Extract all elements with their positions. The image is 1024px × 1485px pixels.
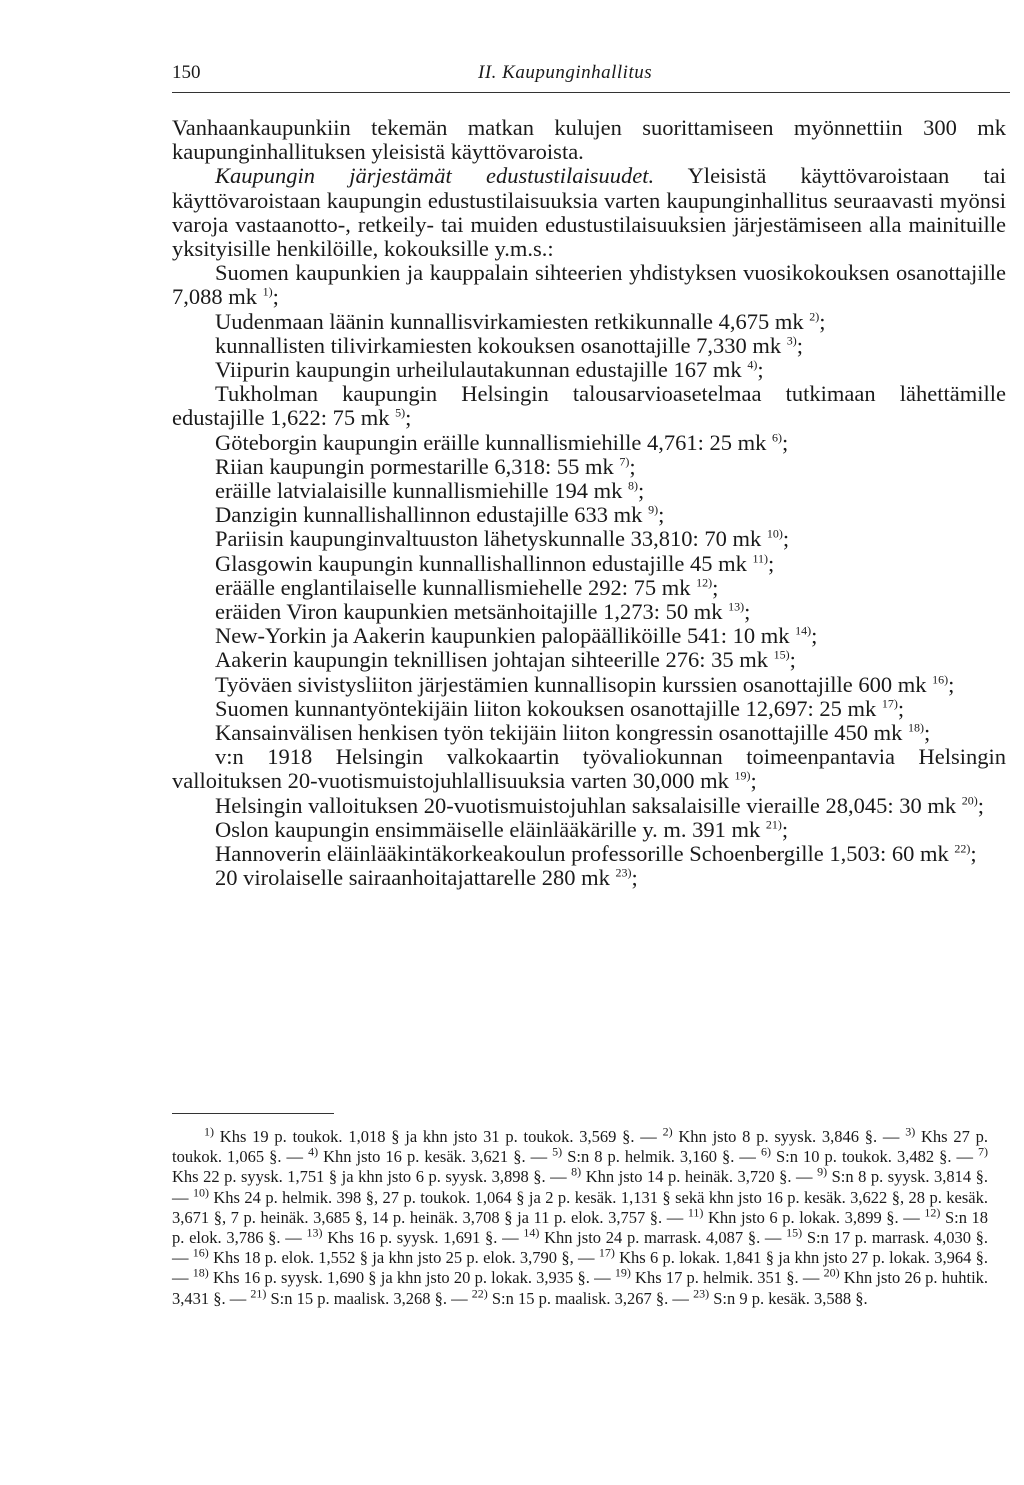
entry-footnote-ref: 6) — [772, 430, 782, 445]
entry-text: 20 virolaiselle sairaanhoitajattarelle 280 mk — [215, 865, 610, 891]
footnote-ref-number: 17 — [881, 696, 894, 711]
entry-item — [172, 358, 1006, 382]
footnote-number: 14 — [523, 1225, 536, 1240]
entry-end: ; — [970, 841, 977, 867]
footnote-ref-number: 8 — [628, 478, 635, 493]
entry-text: Glasgowin kaupungin kunnallishallinnon edustajille 45 mk — [215, 550, 747, 576]
entry-text: v:n 1918 Helsingin valkokaartin työvaliokunnan toimeenpantavia Helsingin valloituksen 20-vuotismuistojuhlallisuuksia varten 30,000 mk — [172, 744, 1006, 794]
footnote-marker: 10) — [192, 1185, 209, 1200]
footnote-number: 20 — [823, 1265, 836, 1280]
footnote-text: Khn jsto 8 p. syysk. 3,846 §. — — [678, 1127, 900, 1146]
entry-end: ; — [782, 429, 789, 455]
footnote-number: 7 — [978, 1144, 985, 1159]
footnote-ref-number: 16 — [932, 672, 945, 687]
entry-text: Suomen kaupunkien ja kauppalain sihteerien yhdistyksen vuosikokouksen osanottajille 7,088 mk — [172, 260, 1006, 310]
entry-footnote-ref: 3) — [786, 333, 797, 348]
entry-footnote-ref: 4) — [747, 357, 758, 372]
footnote-marker: 13) — [306, 1225, 323, 1240]
entry-text: Pariisin kaupunginvaltuuston lähetyskunnalle 33,810: 70 mk — [215, 526, 762, 552]
footnote-paragraph — [172, 1124, 989, 1309]
entry-item — [172, 842, 1006, 866]
entry-text: Riian kaupungin pormestarille 6,318: 55 mk — [215, 453, 614, 479]
section-text: Yleisistä käyttövaroistaan tai käyttövaroistaan kaupungin edustustilaisuuksia varten kaupunginhallitus seuraavasti myönsi varoja vastaanotto-, retkeily- tai muiden edustustilaisuuksien järjestämiseen alla mainituille yksityisille henkilöille, kokouksille y.m.s.: — [172, 163, 1006, 262]
footnote-ref-number: 9 — [648, 502, 655, 517]
footnote-number: 8 — [571, 1164, 578, 1179]
footnote-ref-number: 1 — [262, 284, 269, 299]
footnote-text: S:n 15 p. maalisk. 3,267 §. — — [491, 1288, 689, 1308]
entry-text: Uudenmaan läänin kunnallisvirkamiesten retkikunnalle 4,675 mk — [215, 308, 804, 334]
footnote-ref-number: 4 — [747, 357, 754, 372]
footnote-rule — [172, 1113, 334, 1114]
footnotes — [172, 1124, 989, 1309]
entry-text: eräiden Viron kaupunkien metsänhoitajille 1,273: 50 mk — [215, 599, 723, 625]
footnote-text: Khn jsto 14 p. heinäk. 3,720 §. — — [585, 1167, 813, 1187]
footnote-number: 17 — [598, 1245, 611, 1260]
footnote-text: Khs 19 p. toukok. 1,018 § ja khn jsto 31 p. toukok. 3,569 §. — — [219, 1127, 657, 1146]
footnote-marker: 7) — [978, 1144, 989, 1159]
page-number: 150 — [172, 62, 201, 83]
entry-end: ; — [744, 599, 751, 625]
entry-footnote-ref: 2) — [809, 309, 820, 324]
footnote-ref-number: 2 — [809, 309, 816, 324]
entry-end: ; — [405, 405, 412, 431]
entry-end: ; — [631, 865, 638, 891]
entry-item — [172, 261, 1006, 309]
footnote-number: 13 — [306, 1225, 319, 1240]
entry-list — [172, 261, 1006, 890]
entry-footnote-ref: 13) — [728, 599, 745, 614]
entry-text: Tukholman kaupungin Helsingin talousarvioasetelmaa tutkimaan lähettämille edustajille 1,622: 75 mk — [172, 381, 1006, 431]
footnote-number: 18 — [192, 1265, 205, 1280]
entry-footnote-ref: 19) — [734, 768, 751, 783]
entry-footnote-ref: 9) — [648, 502, 659, 517]
entry-item — [172, 697, 1006, 721]
entry-end: ; — [789, 647, 796, 673]
entry-footnote-ref: 20) — [961, 793, 978, 808]
footnote-text: Khs 22 p. syysk. 1,751 § ja khn jsto 6 p. syysk. 3,898 §. — — [172, 1167, 567, 1187]
footnote-ref-number: 7 — [619, 454, 626, 469]
footnote-number: 5 — [552, 1144, 559, 1159]
entry-footnote-ref: 17) — [881, 696, 898, 711]
footnote-number: 4 — [308, 1144, 315, 1159]
footnote-text: S:n 8 p. helmik. 3,160 §. — — [567, 1147, 756, 1167]
footnote-marker: 11) — [687, 1205, 704, 1220]
footnote-number: 21 — [250, 1286, 263, 1301]
entry-footnote-ref: 18) — [908, 720, 925, 735]
footnote-ref-number: 14 — [795, 623, 808, 638]
footnote-marker: 1) — [204, 1124, 214, 1139]
entry-end: ; — [272, 284, 279, 310]
footnote-marker: 18) — [192, 1265, 209, 1280]
footnote-text: Khn jsto 6 p. lokak. 3,899 §. — — [708, 1207, 920, 1227]
entry-text: Viipurin kaupungin urheilulautakunnan edustajille 167 mk — [215, 357, 742, 383]
footnote-marker: 8) — [571, 1164, 582, 1179]
entry-item — [172, 455, 1006, 479]
entry-item — [172, 334, 1006, 358]
footnote-number: 2 — [662, 1124, 669, 1139]
footnote-text: S:n 9 p. kesäk. 3,588 §. — [713, 1288, 868, 1308]
footnote-marker: 14) — [523, 1225, 540, 1240]
footnote-number: 6 — [760, 1144, 767, 1159]
footnote-ref-number: 18 — [908, 720, 921, 735]
entry-text: eräille latvialaisille kunnallismiehille 194 mk — [215, 478, 623, 504]
entry-text: Göteborgin kaupungin eräille kunnallismiehille 4,761: 25 mk — [215, 429, 767, 455]
entry-end: ; — [781, 816, 789, 842]
footnote-number: 23 — [693, 1286, 706, 1301]
footnote-ref-number: 11 — [752, 551, 765, 566]
footnote-marker: 6) — [760, 1144, 771, 1159]
entry-text: Työväen sivistysliiton järjestämien kunnallisopin kurssien osanottajille 600 mk — [215, 671, 927, 697]
footnote-text: Khs 24 p. helmik. 398 §, 27 p. toukok. 1,064 § ja 2 p. kesäk. 1,131 § sekä khn jsto 16 p. kesäk. 3,622 §, 28 p. kesäk. 3,671 §, 7 p. heinäk. 3,685 §, 14 p. heinäk. 3,708 § ja 11 p. elok. 3,757 §. — — [172, 1187, 988, 1227]
entry-footnote-ref: 12) — [696, 575, 713, 590]
entry-item — [172, 431, 1006, 455]
footnote-marker: 23) — [693, 1286, 710, 1301]
footnote-text: Khs 16 p. syysk. 1,690 § ja khn jsto 20 p. lokak. 3,935 §. — — [212, 1268, 611, 1288]
footnote-text: S:n 17 p. marrask. 4,030 §. — — [172, 1228, 989, 1268]
section-paragraph — [172, 164, 1006, 261]
entry-footnote-ref: 11) — [752, 551, 769, 566]
footnote-ref-number: 23 — [615, 865, 628, 880]
entry-item — [172, 818, 1006, 842]
footnote-number: 3 — [905, 1124, 912, 1139]
entry-end: ; — [819, 308, 826, 334]
entry-item — [172, 648, 1006, 672]
entry-item — [172, 624, 1006, 648]
footnote-text: Khn jsto 16 p. kesäk. 3,621 §. — — [323, 1147, 548, 1167]
entry-end: ; — [712, 574, 719, 600]
footnote-number: 15 — [786, 1225, 799, 1240]
entry-text: New-Yorkin ja Aakerin kaupunkien palopäälliköille 541: 10 mk — [215, 623, 790, 649]
footnote-marker: 15) — [786, 1225, 803, 1240]
entry-footnote-ref: 14) — [795, 623, 812, 638]
entry-item — [172, 527, 1006, 551]
footnote-text: Khn jsto 24 p. marrask. 4,087 §. — — [544, 1228, 782, 1248]
footnote-number: 22 — [471, 1286, 484, 1301]
footnote-ref-number: 3 — [786, 333, 793, 348]
footnote-ref-number: 10 — [766, 526, 779, 541]
entry-text: Hannoverin eläinlääkintäkorkeakoulun professorille Schoenbergille 1,503: 60 mk — [215, 841, 949, 867]
entry-end: ; — [811, 623, 818, 649]
body-text — [172, 116, 1006, 891]
footnote-text: Khs 27 p. toukok. 1,065 §. — — [172, 1127, 989, 1167]
entry-end: ; — [768, 550, 775, 576]
entry-text: Suomen kunnantyöntekijäin liiton kokouksen osanottajille 12,697: 25 mk — [215, 695, 877, 721]
footnote-number: 16 — [192, 1245, 205, 1260]
entry-footnote-ref: 15) — [773, 647, 790, 662]
entry-text: Danzigin kunnallishallinnon edustajille 633 mk — [215, 502, 643, 528]
footnote-ref-number: 15 — [773, 647, 786, 662]
entry-end: ; — [897, 695, 905, 721]
footnote-ref-number: 13 — [728, 599, 741, 614]
footnote-ref-number: 22 — [954, 841, 967, 856]
footnote-marker: 2) — [662, 1124, 673, 1139]
entry-end: ; — [629, 453, 636, 479]
footnote-marker: 17) — [598, 1245, 615, 1260]
entry-end: ; — [658, 502, 665, 528]
entry-footnote-ref: 16) — [932, 672, 949, 687]
footnote-number: 19 — [614, 1265, 627, 1280]
entry-item — [172, 673, 1006, 697]
entry-text: Aakerin kaupungin teknillisen johtajan sihteerille 276: 35 mk — [215, 647, 769, 673]
running-head: II. Kaupunginhallitus — [478, 62, 653, 83]
entry-item — [172, 721, 1006, 745]
footnote-text: Khs 16 p. syysk. 1,691 §. — — [327, 1228, 519, 1248]
footnote-text: S:n 10 p. toukok. 3,482 §. — — [776, 1147, 974, 1167]
entry-item — [172, 576, 1006, 600]
entry-text: Kansainvälisen henkisen työn tekijäin liiton kongressin osanottajille 450 mk — [215, 720, 903, 746]
entry-text: eräälle englantilaiselle kunnallismiehelle 292: 75 mk — [215, 574, 691, 600]
entry-footnote-ref: 10) — [766, 526, 783, 541]
entry-item — [172, 479, 1006, 503]
footnote-number: 9 — [817, 1164, 824, 1179]
entry-end: ; — [924, 720, 931, 746]
entry-footnote-ref: 1) — [262, 284, 273, 299]
footnote-number: 11 — [687, 1205, 700, 1220]
footnote-text: Khn jsto 26 p. huhtik. 3,431 §. — — [172, 1268, 989, 1308]
entry-end: ; — [977, 792, 985, 818]
intro-paragraph: Vanhaankaupunkiin tekemän matkan kulujen suorittamiseen myönnettiin 300 mk kaupunginhallituksen yleisistä käyttövaroista. — [172, 115, 1006, 165]
entry-end: ; — [757, 357, 764, 383]
footnote-marker: 9) — [817, 1164, 828, 1179]
footnote-ref-number: 21 — [765, 817, 778, 832]
entry-item — [172, 310, 1006, 334]
footnote-marker: 20) — [823, 1265, 840, 1280]
entry-footnote-ref: 8) — [628, 478, 639, 493]
footnote-ref-number: 5 — [395, 405, 402, 420]
entry-item — [172, 600, 1006, 624]
entry-end: ; — [750, 768, 757, 794]
footnote-ref-number: 6 — [772, 430, 778, 445]
entry-item — [172, 382, 1006, 430]
entry-footnote-ref: 22) — [954, 841, 971, 856]
footnote-number: 12 — [924, 1205, 937, 1220]
footnote-text: S:n 15 p. maalisk. 3,268 §. — — [270, 1288, 468, 1308]
footnote-marker: 19) — [614, 1265, 631, 1280]
footnote-number: 1 — [204, 1124, 210, 1139]
section-title: Kaupungin järjestämät edustustilaisuudet. — [215, 163, 655, 189]
footnote-ref-number: 19 — [734, 768, 747, 783]
entry-item — [172, 866, 1006, 890]
footnote-text: S:n 18 p. elok. 3,786 §. — — [172, 1207, 989, 1248]
footnote-text: Khs 18 p. elok. 1,552 § ja khn jsto 25 p. elok. 3,790 §, — — [213, 1248, 595, 1268]
entry-text: kunnallisten tilivirkamiesten kokouksen osanottajille 7,330 mk — [215, 332, 782, 358]
entry-footnote-ref: 5) — [395, 405, 406, 420]
entry-item — [172, 552, 1006, 576]
entry-text: Oslon kaupungin ensimmäiselle eläinlääkärille y. m. 391 mk — [215, 816, 761, 842]
footnote-marker: 3) — [905, 1124, 916, 1139]
footnote-text: S:n 8 p. syysk. 3,814 §. — — [172, 1167, 989, 1207]
footnote-ref-number: 20 — [961, 793, 974, 808]
entry-end: ; — [782, 526, 790, 552]
footnote-ref-number: 12 — [696, 575, 709, 590]
page-header — [172, 62, 1010, 93]
entry-item — [172, 745, 1006, 793]
entry-text: Helsingin valloituksen 20-vuotismuistojuhlan saksalaisille vieraille 28,045: 30 mk — [215, 792, 957, 818]
entry-item — [172, 503, 1006, 527]
footnote-marker: 5) — [552, 1144, 563, 1159]
entry-item — [172, 794, 1006, 818]
entry-footnote-ref: 21) — [765, 817, 782, 832]
footnote-text: Khs 6 p. lokak. 1,841 § ja khn jsto 27 p. lokak. 3,964 §. — — [172, 1248, 989, 1288]
footnote-marker: 21) — [250, 1286, 267, 1301]
footnote-number: 10 — [192, 1185, 205, 1200]
footnote-text: Khs 17 p. helmik. 351 §. — — [635, 1268, 820, 1288]
entry-end: ; — [796, 332, 804, 358]
footnote-marker: 4) — [308, 1144, 319, 1159]
entry-footnote-ref: 7) — [619, 454, 630, 469]
footnote-marker: 16) — [192, 1245, 209, 1260]
entry-footnote-ref: 23) — [615, 865, 632, 880]
entry-end: ; — [948, 671, 955, 697]
footnote-marker: 22) — [471, 1286, 488, 1301]
footnote-marker: 12) — [924, 1205, 941, 1220]
entry-end: ; — [638, 478, 645, 504]
